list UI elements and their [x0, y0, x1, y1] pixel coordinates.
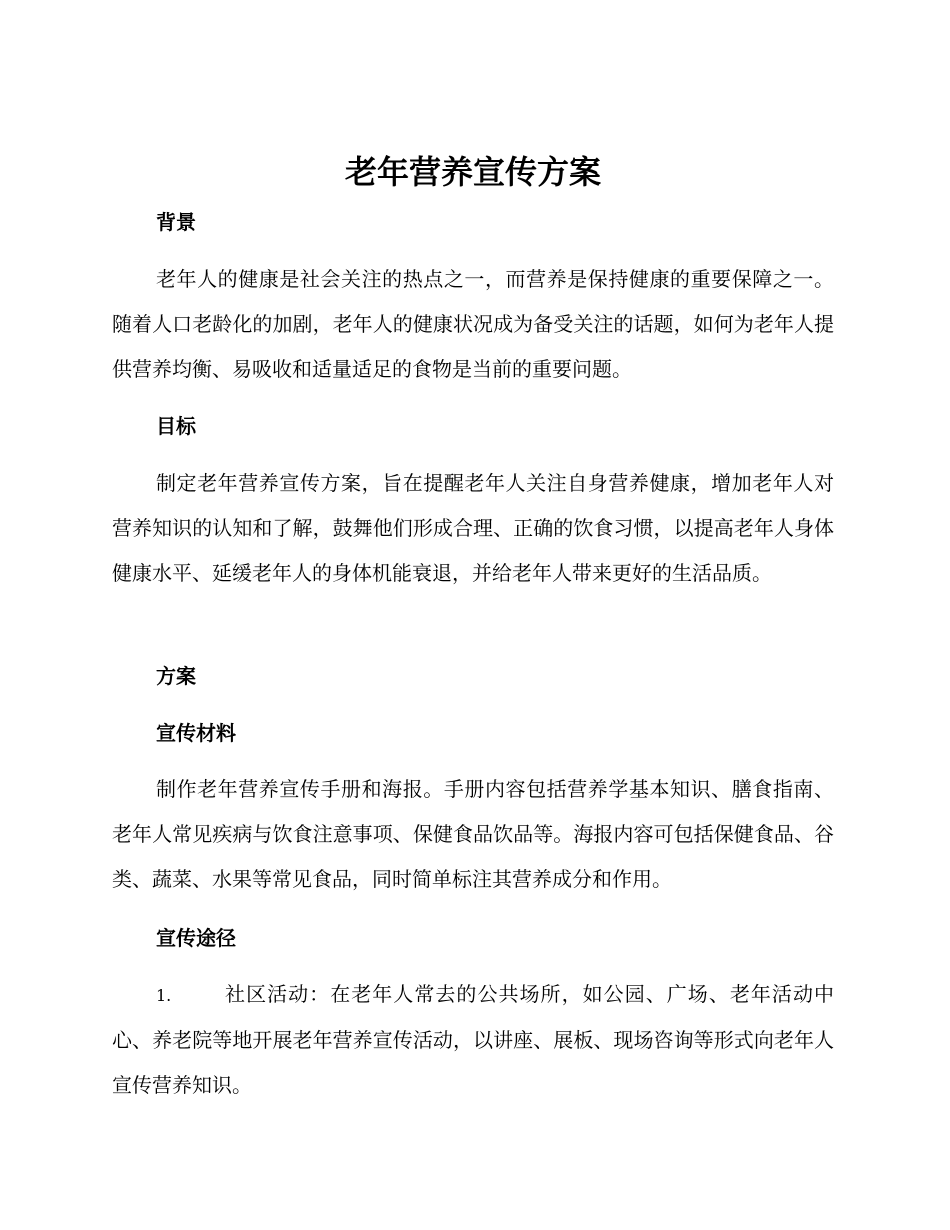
- heading-materials: 宣传材料: [156, 721, 236, 745]
- list-item-text: 社区活动：在老年人常去的公共场所，如公园、广场、老年活动中心、养老院等地开展老年营养宣传活动，以讲座、展板、现场咨询等形式向老年人宣传营养知识。: [112, 982, 834, 1097]
- document-title: 老年营养宣传方案: [344, 153, 601, 191]
- heading-background: 背景: [156, 210, 196, 234]
- paragraph-background: 老年人的健康是社会关注的热点之一，而营养是保持健康的重要保障之一。随着人口老龄化的加剧，老年人的健康状况成为备受关注的话题，如何为老年人提供营养均衡、易吸收和适量适足的食物是当前的重要问题。: [112, 267, 834, 381]
- paragraph-materials: 制作老年营养宣传手册和海报。手册内容包括营养学基本知识、膳食指南、老年人常见疾病与饮食注意事项、保健食品饮品等。海报内容可包括保健食品、谷类、蔬菜、水果等常见食品，同时简单标注其营养成分和作用。: [112, 777, 834, 891]
- list-item: [112, 972, 834, 1108]
- heading-channels: 宣传途径: [156, 926, 236, 950]
- paragraph-goal: 制定老年营养宣传方案，旨在提醒老年人关注自身营养健康，增加老年人对营养知识的认知和了解，鼓舞他们形成合理、正确的饮食习惯，以提高老年人身体健康水平、延缓老年人的身体机能衰退，并给老年人带来更好的生活品质。: [112, 471, 834, 585]
- heading-goal: 目标: [156, 414, 196, 438]
- list-item-number: 1.: [156, 986, 172, 1005]
- heading-plan: 方案: [156, 664, 196, 688]
